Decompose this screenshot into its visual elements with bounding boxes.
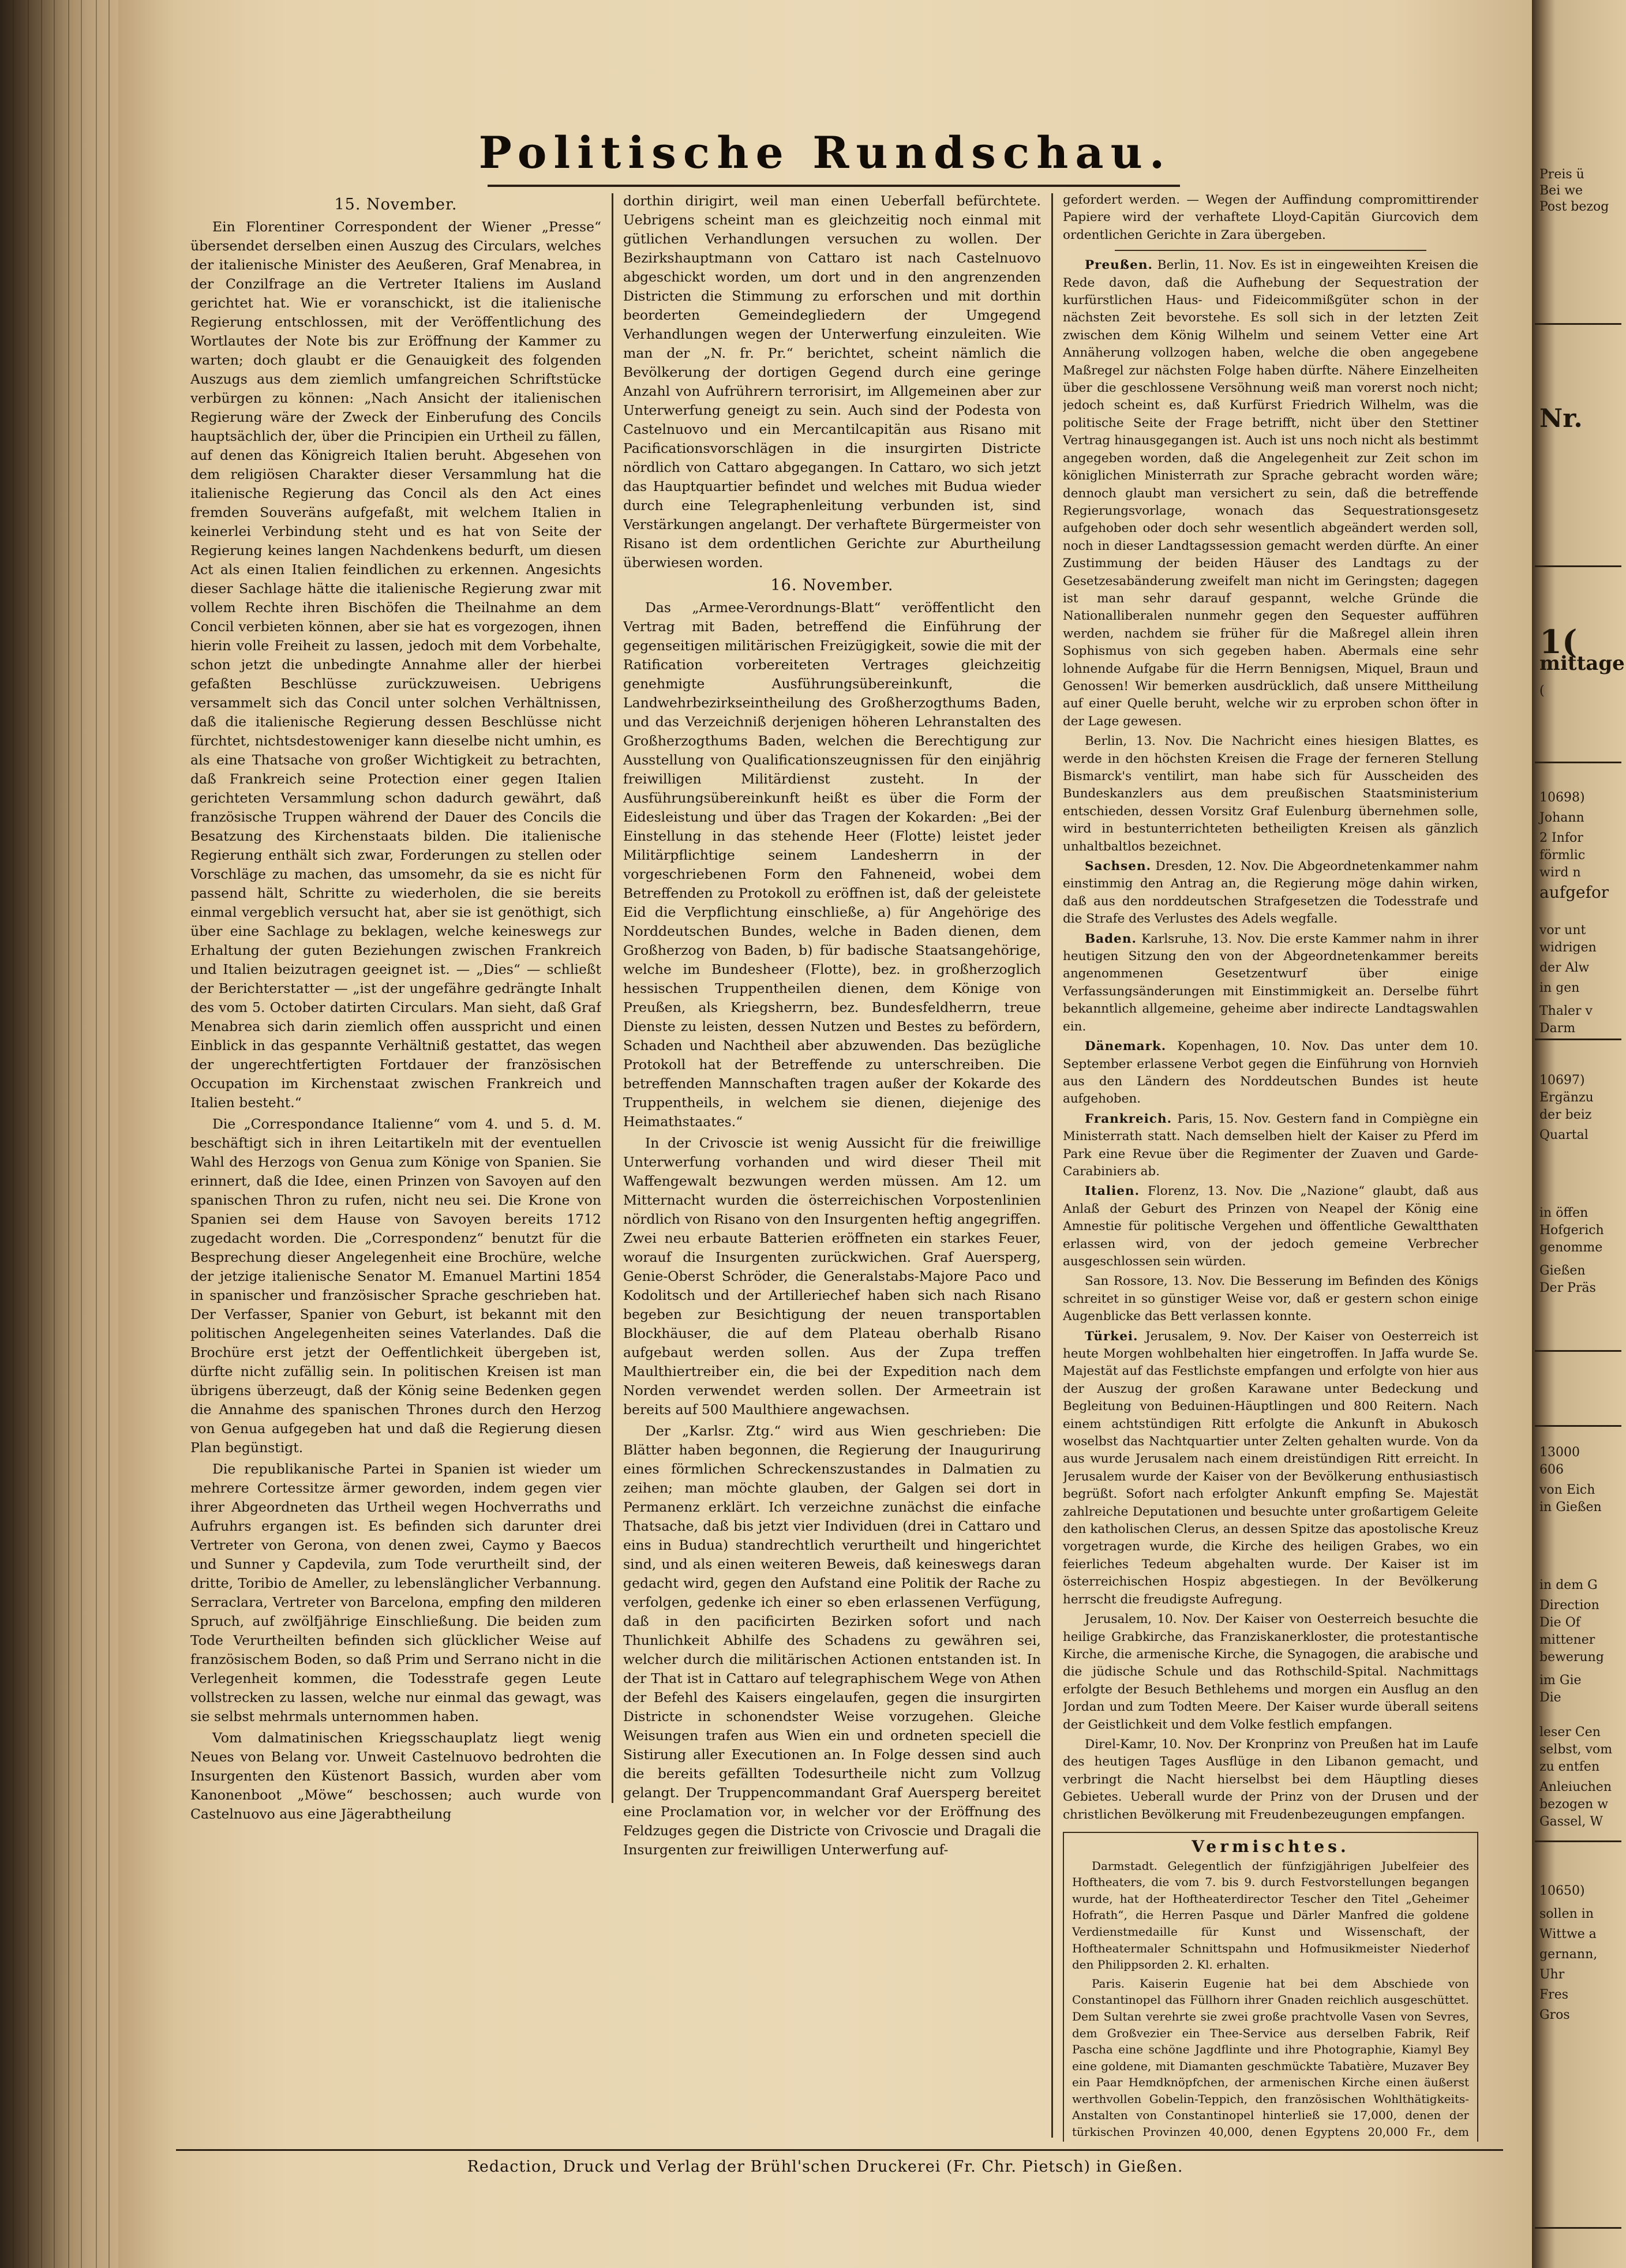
column-3 bbox=[1063, 192, 1478, 2142]
country-report bbox=[1063, 1183, 1478, 1270]
article-paragraph: Die republikanische Partei in Spanien ist wieder um mehrere Cortessitze ärmer geworden, indem gegen vier ihrer Abgeordneten das Urtheil wegen Hochverraths und Aufruhrs ergangen ist. Es befinden sich darunter drei Vertreter von Gerona, von denen zwei, Caymo y Baecos und Sunner y Capdevila, zum Tode verurtheilt sind, der dritte, Toribio de Ameller, zu lebenslänglicher Verbannung. Serraclara, Vertreter von Barcelona, empfing den milderen Spruch, auf zwölfjährige Einschließung. Die beiden zum Tode Verurtheilten befinden sich glücklicher Weise auf französischem Boden, so daß Prim und Serrano nicht in die Verlegenheit kommen, die Todesstrafe gegen Leute vollstrecken zu lassen, welche nur einmal das gewagt, was sie selbst mehrmals unternommen haben. bbox=[190, 1461, 601, 1725]
article-paragraph: gefordert werden. — Wegen der Auffindung compromittirender Papiere wird der verhaftete Lloyd-Capitän Giurcovich dem ordentlichen Gerichte in Zara übergeben. bbox=[1063, 193, 1478, 242]
article-paragraph: Direl-Kamr, 10. Nov. Der Kronprinz von Preußen hat im Laufe des heutigen Tages Ausflüge in den Libanon gemacht, und verbringt die Nacht hierselbst bei dem Häuptling dieses Gebietes. Ueberall wurde der Prinz von der Drusen und der christlichen Bevölkerung mit Freudenbezeugungen empfangen. bbox=[1063, 1737, 1478, 1822]
fragment-text: mittage bbox=[1539, 652, 1625, 675]
fragment-text: Der Präs bbox=[1539, 1281, 1596, 1295]
country-heading: Sachsen. bbox=[1085, 859, 1152, 874]
fragment-text: Wittwe a bbox=[1539, 1927, 1597, 1941]
fragment-text: 1( bbox=[1539, 623, 1578, 661]
fragment-text: Gassel, W bbox=[1539, 1815, 1603, 1829]
fragment-text: Ergänzu bbox=[1539, 1090, 1594, 1105]
fragment-rule bbox=[1535, 1425, 1621, 1427]
article-paragraph: Die „Correspondance Italienne“ vom 4. und 5. d. M. beschäftigt sich in ihren Leitartikeln mit der eventuellen Wahl des Herzogs von Genua zum Könige von Spanien. Sie erinnert, daß die Idee, einen Prinzen von Savoyen auf den spanischen Thron zu rufen, nicht neu sei. Die Krone von Spanien sei dem Hause von Savoyen bereits 1712 zugedacht worden. Die „Correspondenz“ benutzt für die Besprechung dieser Angelegenheit eine Brochüre, welche der jetzige italienische Senator M. Emanuel Martini 1854 in spanischer und französischer Sprache geschrieben hat. Der Verfasser, Spanier von Geburt, ist bekannt mit den politischen Angelegenheiten seines Vaterlandes. Daß die Brochüre erst jetzt der Oeffentlichkeit übergeben ist, dürfte nicht zufällig sein. In politischen Kreisen ist man übrigens überzeugt, daß der König seine Bedenken gegen die Annahme des spanischen Thrones durch den Herzog von Genua aufgegeben hat und daß die Regierung diesen Plan begünstigt. bbox=[190, 1116, 601, 1456]
fragment-text: 13000 bbox=[1539, 1445, 1580, 1460]
report-text: Florenz, 13. Nov. Die „Nazione“ glaubt, daß aus Anlaß der Geburt des Prinzen von Neapel der König eine Amnestie für politische Vergehen und öffentliche Gewaltthaten erlassen wird, von der jedoch gemeine Verbrecher ausgeschlossen sein würden. bbox=[1063, 1184, 1478, 1269]
fragment-text: 10698) bbox=[1539, 790, 1585, 805]
report-text: Berlin, 11. Nov. Es ist in eingeweihten Kreisen die Rede davon, daß die Aufhebung der Sequestration der kurfürstlichen Haus- und Fideicommißgüter schon in der nächsten Zeit bevorstehe. Es soll sich in der letzten Zeit zwischen dem König Wilhelm und seinem Vetter eine Art Annäherung vollzogen haben, welche die oben angegebene Maßregel zur nächsten Folge haben dürfte. Nähere Einzelheiten über die geschlossene Versöhnung weiß man vorerst noch nicht; jedoch scheint es, daß Kurfürst Friedrich Wilhelm, was die politische Seite der Frage betrifft, nicht über den Stettiner Vertrag hinausgegangen ist. Auch ist uns noch nicht als bestimmt angegeben worden, daß die Angelegenheit zur Zeit schon im königlichen Ministerrath zur Sprache gebracht worden wäre; dennoch glaubt man versichert zu sein, daß die betreffende Regierungsvorlage, wonach das Sequestrationsgesetz aufgehoben oder doch sehr wesentlich abgeändert werden soll, noch in dieser Landtagssession gemacht werden dürfte. An einer Zustimmung der beiden Häuser des Landtags zu der Gesetzesabänderung zweifelt man nicht im Geringsten; dagegen ist man sehr darauf gespannt, welche Gründe die Nationalliberalen nunmehr gegen den Sequester aufführen werden, nachdem sie früher für die Maßregel allein ihren Sophismus von sich gegeben haben. Abermals eine sehr lohnende Aufgabe für die Herrn Bennigsen, Miquel, Braun und Genossen! Wir bemerken ausdrücklich, daß unsere Mittheilung auf einer Quelle beruht, welche wir zu erproben schon öfter in der Lage gewesen. bbox=[1063, 258, 1478, 729]
fragment-text: von Eich bbox=[1539, 1483, 1595, 1497]
fragment-rule bbox=[1535, 1840, 1621, 1842]
country-heading: Frankreich. bbox=[1085, 1111, 1172, 1126]
fragment-text: bewerung bbox=[1539, 1650, 1604, 1665]
fragment-text: in dem G bbox=[1539, 1578, 1598, 1592]
news-item: Darmstadt. Gelegentlich der fünfzigjährigen Jubelfeier des Hoftheaters, die vom 7. bis 9. durch Festvorstellungen begangen wurde, hat der Hoftheaterdirector Tescher den Titel „Geheimer Hofrath“, die Herren Pasque und Därler Manfred die goldene Verdienstmedaille für Kunst und Wissenschaft, der Hoftheatermaler Schnittspahn und Hofmusikmeister Niederhof den Philippsorden 2. Kl. erhalten. bbox=[1072, 1858, 1469, 1972]
article-paragraph: Das „Armee-Verordnungs-Blatt“ veröffentlicht den Vertrag mit Baden, betreffend die Einführung der gegenseitigen militärischen Freizügigkeit, sowie die mit der Ratification vorbereiteten Vertrages gleichzeitig genehmigte Ausführungsübereinkunft, die Landwehrbezirkseintheilung des Großherzogthums Baden, und das Verzeichniß derjenigen höheren Lehranstalten des Großherzogthums Baden, welchen die Berechtigung zur Ausstellung von Qualificationszeugnissen für den einjährig freiwilligen Militärdienst zusteht. In der Ausführungsübereinkunft heißt es über die Form der Eidesleistung und über das Tragen der Kokarden: „Bei der Einstellung in das stehende Heer (Flotte) leistet jeder Militärpflichtige seinem Landesherrn in der vorgeschriebenen Form den Fahneneid, wobei dem Betreffenden zu Protokoll zu eröffnen ist, daß der geleistete Eid die Verpflichtung einschließe, a) für Angehörige des Norddeutschen Bundes, welche in Baden dienen, dem Großherzog von Baden, b) für badische Staatsangehörige, welche im Bundesheer (Flotte), bez. in großherzoglich hessischen Truppentheilen dienen, dem Könige von Preußen, als Kriegsherrn, bez. Bundesfeldherrn, treue Dienste zu leisten, dessen Nutzen und Bestes zu befördern, Schaden und Nachtheil aber abzuwenden. Das bezügliche Protokoll hat der Betreffende zu unterschreiben. Die betreffenden Mannschaften tragen außer der Kokarde des Truppentheils, in welchem sie dienen, diejenige des Heimathstaates.“ bbox=[623, 599, 1041, 1130]
country-heading: Preußen. bbox=[1085, 258, 1153, 273]
country-report bbox=[1063, 1038, 1478, 1108]
column-divider bbox=[612, 193, 613, 1803]
fragment-text: Die bbox=[1539, 1690, 1561, 1705]
fragment-text: 606 bbox=[1539, 1463, 1564, 1477]
imprint: Redaction, Druck und Verlag der Brühl'schen Druckerei (Fr. Chr. Pietsch) in Gießen. bbox=[467, 2158, 1183, 2176]
book-spine bbox=[0, 0, 118, 2268]
fragment-text: leser Cen bbox=[1539, 1725, 1601, 1740]
article-paragraph: Jerusalem, 10. Nov. Der Kaiser von Oesterreich besuchte die heilige Grabkirche, das Franziskanerkloster, die protestantische Kirche, die armenische Kirche, die Synagogen, die arabische und die jüdische Schule und das Rothschild-Spital. Nachmittags erfolgte der Besuch Bethlehems und morgen ein Ausflug an den Jordan und zum Todten Meere. Der Kaiser wurde überall seitens der Geistlichkeit und dem Volke festlich empfangen. bbox=[1063, 1612, 1478, 1732]
article-paragraph: In der Crivoscie ist wenig Aussicht für die freiwillige Unterwerfung vorhanden und wird dieser Theil mit Waffengewalt bezwungen werden müssen. Am 12. um Mitternacht wurden die österreichischen Vorpostenlinien nördlich von Risano von den Insurgenten heftig angegriffen. Zwei neu erbaute Batterien eröffneten ein starkes Feuer, worauf die Insurgenten zurückwichen. Graf Auersperg, Genie-Oberst Schröder, die Generalstabs-Majore Paco und Kodolitsch und der Artilleriechef haben sich nach Risano begeben zur Besichtigung der neuen transportablen Blockhäuser, die auf dem Plateau oberhalb Risano aufgebaut werden sollen. Aus der Zupa treffen Maulthiertreiber ein, die bei der Expedition nach dem Norden verwendet werden sollen. Der Armeetrain ist bereits auf 500 Maulthiere angewachsen. bbox=[623, 1135, 1041, 1418]
fragment-text: Preis ü bbox=[1539, 167, 1584, 182]
imprint-rule bbox=[176, 2149, 1503, 2151]
fragment-text: zu entfen bbox=[1539, 1760, 1600, 1774]
article-separator bbox=[1115, 250, 1426, 251]
article-paragraph: San Rossore, 13. Nov. Die Besserung im Befinden des Königs schreitet in so günstiger Weise vor, daß er gestern schon einige Augenblicke das Bett verlassen konnte. bbox=[1063, 1274, 1478, 1324]
fragment-rule bbox=[1535, 323, 1621, 325]
fragment-text: 10697) bbox=[1539, 1073, 1585, 1088]
country-report bbox=[1063, 858, 1478, 928]
section-title: Vermischtes. bbox=[1192, 1836, 1350, 1856]
vermischtes-section bbox=[1063, 1832, 1478, 2142]
country-heading: Italien. bbox=[1085, 1184, 1140, 1199]
fragment-text: Die Of bbox=[1539, 1615, 1580, 1630]
fragment-text: genomme bbox=[1539, 1240, 1603, 1255]
fragment-text: aufgefor bbox=[1539, 883, 1609, 902]
article-paragraph: Berlin, 13. Nov. Die Nachricht eines hiesigen Blattes, es werde in den höchsten Kreisen die Frage der ferneren Stellung Bismarck's ventilirt, man habe sich für Ausscheiden des Bundeskanzlers aus dem preußischen Staatsministerium entschieden, dessen Vorsitz Graf Eulenburg übernehmen solle, wird in bestunterrichteten betheiligten Kreisen als gänzlich unhaltbaltlos bezeichnet. bbox=[1063, 734, 1478, 854]
fragment-text: selbst, vom bbox=[1539, 1742, 1613, 1757]
country-report bbox=[1063, 1111, 1478, 1181]
newspaper-page bbox=[118, 0, 1532, 2268]
date-heading: 15. November. bbox=[334, 196, 458, 213]
country-heading: Türkei. bbox=[1085, 1329, 1138, 1344]
fragment-rule bbox=[1535, 2227, 1621, 2229]
fragment-text: Hofgerich bbox=[1539, 1223, 1604, 1238]
country-heading: Dänemark. bbox=[1085, 1039, 1167, 1054]
fragment-rule bbox=[1535, 1350, 1621, 1352]
fragment-text: Quartal bbox=[1539, 1128, 1588, 1142]
report-text: Paris, 15. Nov. Gestern fand in Compiègne ein Ministerrath statt. Nach demselben hielt der Kaiser zu Pferd im Park eine Revue über die Regimenter der Zuaven und Garde-Carabiniers ab. bbox=[1063, 1111, 1478, 1179]
fragment-text: in Gießen bbox=[1539, 1500, 1602, 1515]
report-text: Kopenhagen, 10. Nov. Das unter dem 10. September erlassene Verbot gegen die Einführung von Hornvieh aus den Ländern des Norddeutschen Bundes ist heute aufgehoben. bbox=[1063, 1039, 1478, 1107]
fragment-text: mittener bbox=[1539, 1633, 1595, 1647]
fragment-text: Johann bbox=[1539, 811, 1584, 825]
fragment-text: Fres bbox=[1539, 1988, 1569, 2002]
page-title: Politische Rundschau. bbox=[478, 127, 1172, 178]
fragment-text: im Gie bbox=[1539, 1673, 1582, 1688]
fragment-text: Nr. bbox=[1539, 404, 1583, 433]
fragment-text: in öffen bbox=[1539, 1206, 1588, 1220]
fragment-text: förmlic bbox=[1539, 848, 1586, 863]
fragment-text: der Alw bbox=[1539, 961, 1590, 975]
fragment-text: Gros bbox=[1539, 2008, 1570, 2022]
fragment-text: Direction bbox=[1539, 1598, 1599, 1613]
article-paragraph: dorthin dirigirt, weil man einen Ueberfall befürchtete. Uebrigens scheint man es gleichzeitig noch einmal mit gütlichen Verhandlungen versuchen zu wollen. Der Bezirkshauptmann von Cattaro ist nach Castelnuovo abgeschickt worden, um dort und in den angrenzenden Districten die Stimmung zu erforschen und mit dorthin beorderten Gemeindegliedern der Umgegend Verhandlungen wegen der Unterwerfung einzuleiten. Wie man der „N. fr. Pr.“ berichtet, scheint nämlich die Bevölkerung der dortigen Gegend durch eine geringe Anzahl von Aufrührern terrorisirt, im Allgemeinen aber zur Unterwerfung geneigt zu sein. Auch sind der Podesta von Castelnuovo und ein Mercantilcapitän aus Risano mit Pacificationsvorschlägen in die insurgirten Districte nördlich von Cattaro abgegangen. In Cattaro, wo sich jetzt das Hauptquartier befindet und welches mit Budua wieder durch eine Telegraphenleitung verbunden ist, sind Verstärkungen angelangt. Der verhaftete Bürgermeister von Risano ist dem ordentlichen Gerichte zur Aburtheilung überwiesen worden. bbox=[623, 193, 1041, 571]
date-heading: 16. November. bbox=[770, 576, 894, 594]
column-3-articles bbox=[1063, 192, 1478, 1824]
article-paragraph: Der „Karlsr. Ztg.“ wird aus Wien geschrieben: Die Blätter haben begonnen, die Regierung der Inaugurirung eines förmlichen Schreckenszustandes in Dalmatien zu zeihen; man möchte glauben, der Galgen sei dort in Permanenz erklärt. Ich verzeichne zunächst die einfache Thatsache, daß bis jetzt vier Individuen (drei in Cattaro und eins in Budua) standrechtlich verurtheilt und hingerichtet sind, und als einen weiteren Beweis, daß keineswegs daran gedacht wird, gegen den Aufstand eine Politik der Rache zu verfolgen, gedenke ich einer so eben erlassenen Verfügung, daß in den pacificirten Bezirken sofort und nach Thunlichkeit Abhilfe des Schadens zu gewähren sei, welcher durch die militärischen Actionen entstanden ist. In der That ist in Cattaro auf telegraphischem Wege von Athen der Befehl des Kaisers eingelaufen, gegen die insurgirten Districte in schonendster Weise vorzugehen. Gleiche Weisungen trafen aus Wien ein und ordneten speciell die Sistirung aller Executionen an. In Folge dessen sind auch die bereits gefällten Todesurtheile nicht zum Vollzug gelangt. Der Truppencommandant Graf Auersperg bereitet eine Proclamation vor, in welcher vor der Eröffnung des Feldzuges gegen die Districte von Crivoscie und Dragali die Insurgenten zur freiwilligen Unterwerfung auf- bbox=[623, 1423, 1041, 1858]
fragment-text: der beiz bbox=[1539, 1108, 1592, 1122]
fragment-text: Darm bbox=[1539, 1021, 1576, 1036]
fragment-text: Thaler v bbox=[1539, 1004, 1593, 1018]
fragment-rule bbox=[1535, 762, 1621, 763]
fragment-text: bezogen w bbox=[1539, 1797, 1609, 1812]
fragment-text: widrigen bbox=[1539, 940, 1597, 955]
report-text: Dresden, 12. Nov. Die Abgeordnetenkammer nahm einstimmig den Antrag an, die Regierung möge dahin wirken, daß aus den norddeutschen Strafgesetzen die Todesstrafe und die Strafe des Verlustes des Adels wegfalle. bbox=[1063, 859, 1478, 927]
country-report bbox=[1063, 931, 1478, 1036]
report-text: Karlsruhe, 13. Nov. Die erste Kammer nahm in ihrer heutigen Sitzung den von der Abgeordnetenkammer bereits angenommenen Gesetzentwurf über einige Verfassungsänderungen mit Einstimmigkeit an. Derselbe führt bekanntlich allgemeine, geheime aber indirecte Landtagswahlen ein. bbox=[1063, 931, 1478, 1034]
article-paragraph: Vom dalmatinischen Kriegsschauplatz liegt wenig Neues von Belang vor. Unweit Castelnuovo bedrohten die Insurgenten den Küstenort Bassich, wurden aber vom Kanonenboot „Möwe“ beschossen; auch wurde von Castelnuovo aus eine Jägerabtheilung bbox=[190, 1730, 601, 1822]
news-item: Paris. Kaiserin Eugenie hat bei dem Abschiede von Constantinopel das Füllhorn ihrer Gnaden reichlich ausgeschüttet. Dem Sultan verehrte sie zwei große prachtvolle Vasen von Sevres, dem Großvezier ein Thee-Service aus derselben Fabrik, Reif Pascha eine schöne Jagdflinte und ihre Photographie, Kiamyl Bey eine goldene, mit Diamanten geschmückte Tabatière, Muzaver Bey ein Paar Hemdknöpfchen, der armenischen Kirche einen äußerst werthvollen Gobelin-Teppich, den französischen Wohlthätigkeits-Anstalten von Constantinopel hinterließ sie 17,000, denen der türkischen Provinzen 40,000, denen Egyptens 20,000 Fr., dem bbox=[1072, 1976, 1469, 2139]
fragment-text: vor unt bbox=[1539, 923, 1586, 938]
fragment-text: in gen bbox=[1539, 981, 1580, 995]
fragment-text: gernann, bbox=[1539, 1947, 1598, 1962]
report-text: Jerusalem, 9. Nov. Der Kaiser von Oesterreich ist heute Morgen wohlbehalten hier eingetroffen. In Jaffa wurde Se. Majestät auf das Festlichste empfangen und erfolgte von hier aus der Auszug der großen Karawane unter Bedeckung und Begleitung von Beduinen-Häuptlingen und 800 Reitern. Nach einem achtstündigen Ritt erfolgte die Ankunft in Abukosch woselbst das Nachtquartier unter Zelten gehalten wurde. Von da aus wurde Jerusalem nach einem dreistündigen Ritt erreicht. In Jerusalem wurde der Kaiser von der Bevölkerung enthusiastisch begrüßt. Sofort nach erfolgter Ankunft empfing Se. Majestät zahlreiche Deputationen und besuchte unter großartigem Geleite den katholischen Clerus, an dessen Spitze das apostolische Kreuz vorgetragen wurde, die Kirche des heiligen Grabes, wo ein feierliches Tedeum abgehalten wurde. Der Kaiser ist im österreichischen Hospiz abgestiegen. In der Bevölkerung herrscht die freudigste Aufregung. bbox=[1063, 1329, 1478, 1607]
column-2 bbox=[623, 192, 1041, 2142]
fragment-text: 10650) bbox=[1539, 1884, 1585, 1898]
fragment-text: Bei we bbox=[1539, 183, 1583, 198]
title-rule bbox=[488, 185, 1180, 187]
column-divider bbox=[1051, 193, 1053, 2138]
fragment-text: Gießen bbox=[1539, 1264, 1586, 1278]
fragment-text: ( bbox=[1539, 684, 1545, 698]
country-report bbox=[1063, 1328, 1478, 1609]
fragment-text: Anleiuchen bbox=[1539, 1780, 1612, 1794]
fragment-text: Uhr bbox=[1539, 1967, 1565, 1982]
country-report bbox=[1063, 257, 1478, 730]
fragment-rule bbox=[1535, 1039, 1621, 1040]
country-heading: Baden. bbox=[1085, 931, 1137, 946]
article-paragraph: Ein Florentiner Correspondent der Wiener „Presse“ übersendet derselben einen Auszug des Circulars, welches der italienische Minister des Aeußeren, Graf Menabrea, in der Conzilfrage an die Vertreter Italiens im Ausland gerichtet hat. Wie er voranschickt, ist die italienische Regierung entschlossen, mit der Veröffentlichung des Wortlautes der Note bis zur Eröffnung der Kammer zu warten; doch glaubt er die Genauigkeit des folgenden Auszugs aus dem ziemlich umfangreichen Schriftstücke verbürgen zu können: „Nach Ansicht der italienischen Regierung wäre der Zweck der Einberufung des Concils hauptsächlich der, über die Principien ein Urtheil zu fällen, auf denen das Königreich Italien beruht. Abgesehen von dem religiösen Charakter dieser Versammlung hat die italienische Regierung das Concil als den Act eines fremden Souveräns aufgefaßt, mit welchem Italien in keinerlei Verbindung steht und es hat von Seite der Regierung keines langen Nachdenkens bedurft, um diesen Act als einen Italien feindlichen zu erkennen. Angesichts dieser Sachlage hätte die italienische Regierung zwar mit vollem Rechte ihren Bischöfen die Theilnahme an dem Concil verbieten können, aber sie hat es vorgezogen, ihnen hierin volle Freiheit zu lassen, jedoch mit dem Vorbehalte, schon jetzt die unbedingte Annahme aller der hierbei gefaßten Beschlüsse zurückzuweisen. Uebrigens versammelt sich das Concil unter solchen Verhältnissen, daß die italienische Regierung dessen Beschlüsse nicht fürchtet, nichtsdestoweniger kann dieselbe nicht umhin, es als eine Thatsache von großer Wichtigkeit zu betrachten, daß Frankreich seine Protection einer gegen Italien gerichteten Versammlung schon dadurch gewährt, daß französische Truppen während der Dauer des Concils die Besatzung des Kirchenstaats bilden. Die italienische Regierung enthält sich zwar, Forderungen zu stellen oder Vorschläge zu machen, das umsomehr, da sie es nicht für passend hält, Schritte zu wiederholen, die sie bereits einmal vergeblich versucht hat, aber sie ist genöthigt, sich über eine Sachlage zu beklagen, welche keineswegs zur Erhaltung der guten Beziehungen zwischen Frankreich und Italien beizutragen geeignet ist. — „Dies“ — schließt der Berichterstatter — „ist der ungefähre gedrängte Inhalt des vom 5. October datirten Circulars. Man sieht, daß Graf Menabrea sich darin ziemlich offen ausspricht und einen Einblick in das gespannte Verhältniß gestattet, das wegen der ungerechtfertigten Fortdauer der französischen Occupation im Kirchenstaat zwischen Frankreich und Italien besteht.“ bbox=[190, 219, 601, 1111]
fragment-text: 2 Infor bbox=[1539, 831, 1583, 845]
fragment-text: wird n bbox=[1539, 865, 1581, 880]
fragment-text: sollen in bbox=[1539, 1907, 1594, 1921]
column-1 bbox=[190, 192, 601, 2142]
fragment-text: Post bezog bbox=[1539, 200, 1609, 214]
fragment-rule bbox=[1535, 565, 1621, 567]
